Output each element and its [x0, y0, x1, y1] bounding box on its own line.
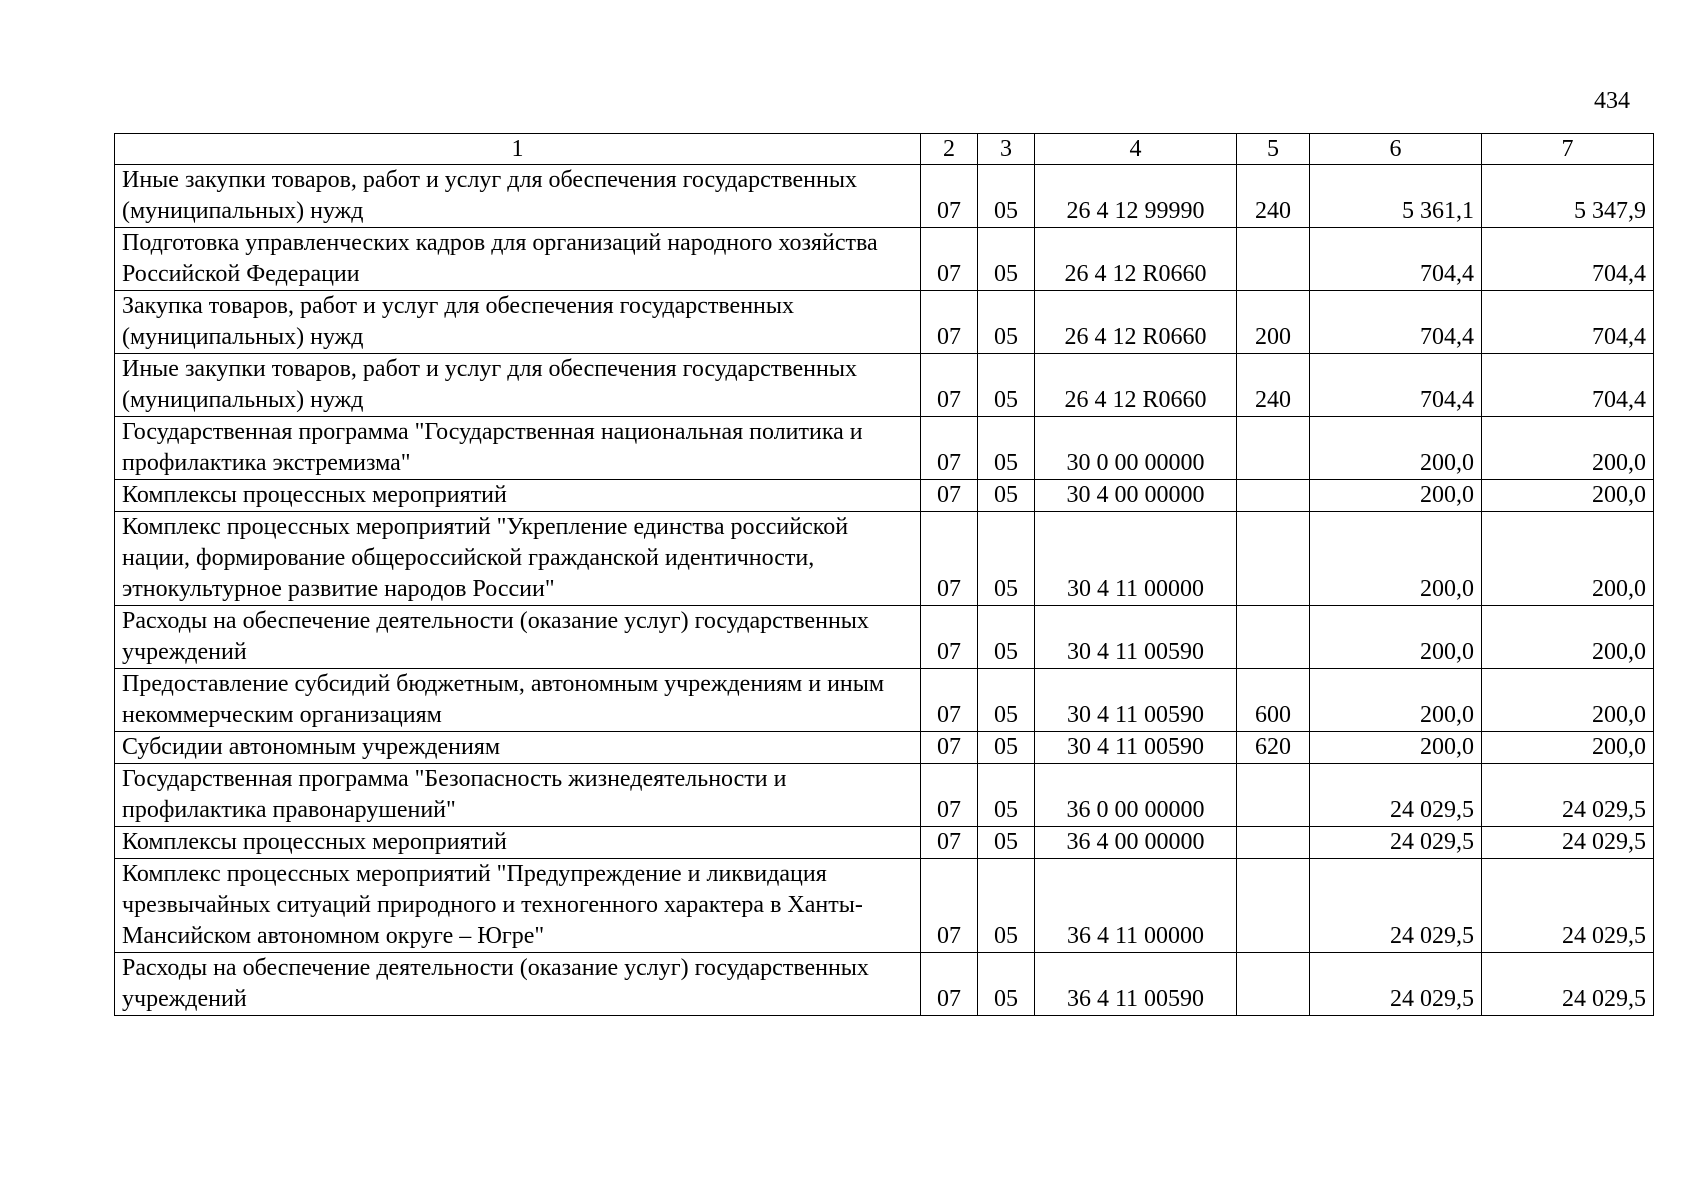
expense-type-cell [1237, 417, 1310, 480]
table-row [115, 732, 1654, 764]
amount-cell-7: 24 029,5 [1482, 953, 1654, 1016]
target-article-cell: 30 4 11 00000 [1035, 512, 1237, 606]
table-row [115, 480, 1654, 512]
amount-cell-7: 24 029,5 [1482, 827, 1654, 859]
table-row [115, 669, 1654, 732]
subsection-code-cell: 05 [978, 669, 1035, 732]
table-row [115, 291, 1654, 354]
target-article-cell: 30 4 11 00590 [1035, 732, 1237, 764]
target-article-cell: 26 4 12 R0660 [1035, 228, 1237, 291]
item-name-cell: Подготовка управленческих кадров для организаций народного хозяйства Российской Федерации [115, 228, 921, 291]
amount-cell-7: 200,0 [1482, 512, 1654, 606]
section-code-cell: 07 [921, 354, 978, 417]
header-cell: 4 [1035, 134, 1237, 165]
expense-type-cell [1237, 512, 1310, 606]
target-article-cell: 30 4 11 00590 [1035, 669, 1237, 732]
header-cell: 7 [1482, 134, 1654, 165]
target-article-cell: 36 4 00 00000 [1035, 827, 1237, 859]
expense-type-cell: 240 [1237, 354, 1310, 417]
table-row [115, 764, 1654, 827]
expense-type-cell: 620 [1237, 732, 1310, 764]
budget-table [114, 133, 1654, 1016]
table-row [115, 165, 1654, 228]
amount-cell-6: 200,0 [1310, 480, 1482, 512]
item-name-cell: Закупка товаров, работ и услуг для обеспечения государственных (муниципальных) нужд [115, 291, 921, 354]
section-code-cell: 07 [921, 606, 978, 669]
subsection-code-cell: 05 [978, 228, 1035, 291]
subsection-code-cell: 05 [978, 859, 1035, 953]
section-code-cell: 07 [921, 953, 978, 1016]
subsection-code-cell: 05 [978, 732, 1035, 764]
subsection-code-cell: 05 [978, 827, 1035, 859]
expense-type-cell [1237, 480, 1310, 512]
subsection-code-cell: 05 [978, 606, 1035, 669]
item-name-cell: Комплексы процессных мероприятий [115, 480, 921, 512]
item-name-cell: Предоставление субсидий бюджетным, автономным учреждениям и иным некоммерческим организациям [115, 669, 921, 732]
amount-cell-6: 704,4 [1310, 228, 1482, 291]
subsection-code-cell: 05 [978, 417, 1035, 480]
header-cell: 5 [1237, 134, 1310, 165]
amount-cell-6: 24 029,5 [1310, 764, 1482, 827]
amount-cell-6: 704,4 [1310, 291, 1482, 354]
subsection-code-cell: 05 [978, 512, 1035, 606]
section-code-cell: 07 [921, 512, 978, 606]
item-name-cell: Государственная программа "Безопасность жизнедеятельности и профилактика правонарушений" [115, 764, 921, 827]
section-code-cell: 07 [921, 228, 978, 291]
table-row [115, 606, 1654, 669]
amount-cell-6: 24 029,5 [1310, 953, 1482, 1016]
item-name-cell: Комплексы процессных мероприятий [115, 827, 921, 859]
header-cell: 3 [978, 134, 1035, 165]
item-name-cell: Иные закупки товаров, работ и услуг для обеспечения государственных (муниципальных) нужд [115, 165, 921, 228]
table-row [115, 512, 1654, 606]
item-name-cell: Иные закупки товаров, работ и услуг для обеспечения государственных (муниципальных) нужд [115, 354, 921, 417]
expense-type-cell [1237, 764, 1310, 827]
item-name-cell: Комплекс процессных мероприятий "Предупреждение и ликвидация чрезвычайных ситуаций природного и техногенного характера в Ханты-Мансийском автономном округе – Югре" [115, 859, 921, 953]
expense-type-cell: 600 [1237, 669, 1310, 732]
header-cell: 6 [1310, 134, 1482, 165]
section-code-cell: 07 [921, 764, 978, 827]
table-row [115, 354, 1654, 417]
section-code-cell: 07 [921, 480, 978, 512]
amount-cell-6: 200,0 [1310, 512, 1482, 606]
amount-cell-7: 200,0 [1482, 732, 1654, 764]
subsection-code-cell: 05 [978, 165, 1035, 228]
section-code-cell: 07 [921, 417, 978, 480]
amount-cell-6: 200,0 [1310, 732, 1482, 764]
section-code-cell: 07 [921, 732, 978, 764]
target-article-cell: 26 4 12 99990 [1035, 165, 1237, 228]
subsection-code-cell: 05 [978, 291, 1035, 354]
amount-cell-7: 24 029,5 [1482, 764, 1654, 827]
target-article-cell: 26 4 12 R0660 [1035, 291, 1237, 354]
amount-cell-6: 200,0 [1310, 606, 1482, 669]
header-cell: 1 [115, 134, 921, 165]
target-article-cell: 30 4 00 00000 [1035, 480, 1237, 512]
item-name-cell: Расходы на обеспечение деятельности (оказание услуг) государственных учреждений [115, 953, 921, 1016]
amount-cell-7: 5 347,9 [1482, 165, 1654, 228]
target-article-cell: 26 4 12 R0660 [1035, 354, 1237, 417]
table-row [115, 859, 1654, 953]
table-row [115, 417, 1654, 480]
subsection-code-cell: 05 [978, 480, 1035, 512]
table-row [115, 953, 1654, 1016]
amount-cell-7: 200,0 [1482, 417, 1654, 480]
item-name-cell: Государственная программа "Государственная национальная политика и профилактика экстремизма" [115, 417, 921, 480]
section-code-cell: 07 [921, 669, 978, 732]
amount-cell-7: 704,4 [1482, 354, 1654, 417]
expense-type-cell: 200 [1237, 291, 1310, 354]
expense-type-cell [1237, 228, 1310, 291]
item-name-cell: Комплекс процессных мероприятий "Укрепление единства российской нации, формирование общероссийской гражданской идентичности, этнокультурное развитие народов России" [115, 512, 921, 606]
table-header-row [115, 134, 1654, 165]
table-row [115, 827, 1654, 859]
target-article-cell: 36 4 11 00000 [1035, 859, 1237, 953]
expense-type-cell [1237, 953, 1310, 1016]
expense-type-cell [1237, 859, 1310, 953]
target-article-cell: 30 0 00 00000 [1035, 417, 1237, 480]
amount-cell-7: 200,0 [1482, 669, 1654, 732]
amount-cell-6: 200,0 [1310, 669, 1482, 732]
amount-cell-6: 200,0 [1310, 417, 1482, 480]
subsection-code-cell: 05 [978, 354, 1035, 417]
item-name-cell: Расходы на обеспечение деятельности (оказание услуг) государственных учреждений [115, 606, 921, 669]
amount-cell-7: 704,4 [1482, 291, 1654, 354]
target-article-cell: 30 4 11 00590 [1035, 606, 1237, 669]
expense-type-cell: 240 [1237, 165, 1310, 228]
expense-type-cell [1237, 606, 1310, 669]
amount-cell-6: 5 361,1 [1310, 165, 1482, 228]
page-number: 434 [1594, 88, 1630, 114]
section-code-cell: 07 [921, 291, 978, 354]
header-cell: 2 [921, 134, 978, 165]
amount-cell-7: 704,4 [1482, 228, 1654, 291]
amount-cell-7: 200,0 [1482, 480, 1654, 512]
expense-type-cell [1237, 827, 1310, 859]
subsection-code-cell: 05 [978, 953, 1035, 1016]
table-row [115, 228, 1654, 291]
section-code-cell: 07 [921, 165, 978, 228]
subsection-code-cell: 05 [978, 764, 1035, 827]
amount-cell-7: 200,0 [1482, 606, 1654, 669]
amount-cell-6: 24 029,5 [1310, 859, 1482, 953]
amount-cell-6: 704,4 [1310, 354, 1482, 417]
target-article-cell: 36 0 00 00000 [1035, 764, 1237, 827]
amount-cell-7: 24 029,5 [1482, 859, 1654, 953]
section-code-cell: 07 [921, 827, 978, 859]
item-name-cell: Субсидии автономным учреждениям [115, 732, 921, 764]
target-article-cell: 36 4 11 00590 [1035, 953, 1237, 1016]
amount-cell-6: 24 029,5 [1310, 827, 1482, 859]
section-code-cell: 07 [921, 859, 978, 953]
